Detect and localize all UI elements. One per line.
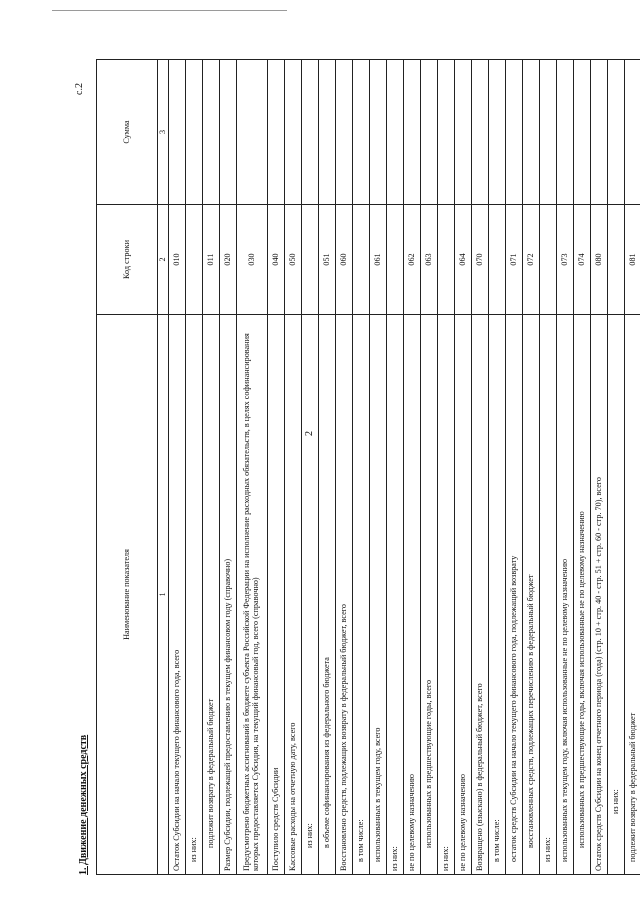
header-sum: Сумма [97, 60, 158, 205]
table-row [421, 60, 438, 875]
table-row [353, 60, 370, 875]
table-row [319, 60, 336, 875]
row-sum [353, 60, 370, 205]
row-sum [169, 60, 186, 205]
row-code [489, 205, 506, 315]
row-sum [574, 60, 591, 205]
row-code: 081 [625, 205, 640, 315]
table-row [387, 60, 404, 875]
table-row [438, 60, 455, 875]
row-name: Возвращено (взыскано) в федеральный бюджет, всего [472, 315, 489, 875]
row-sum [506, 60, 523, 205]
row-code: 080 [591, 205, 608, 315]
column-number-row [158, 60, 169, 875]
row-sum [387, 60, 404, 205]
row-code [302, 205, 319, 315]
table-row [404, 60, 421, 875]
row-name: Поступило средств Субсидии [268, 315, 285, 875]
row-sum [285, 60, 302, 205]
row-code: 010 [169, 205, 186, 315]
table-body [169, 60, 640, 875]
row-code: 073 [557, 205, 574, 315]
row-code: 070 [472, 205, 489, 315]
rotated-sheet [60, 55, 637, 875]
section-title: 1. Движение денежных средств [78, 734, 89, 875]
row-name: не по целевому назначению [404, 315, 421, 875]
table-row [370, 60, 387, 875]
row-code: 064 [455, 205, 472, 315]
column-number: 2 [158, 205, 169, 315]
row-sum [370, 60, 387, 205]
row-sum [540, 60, 557, 205]
row-code [353, 205, 370, 315]
row-name: использованных в предшествующие годы, всего [421, 315, 438, 875]
row-code: 061 [370, 205, 387, 315]
row-sum [489, 60, 506, 205]
row-code: 071 [506, 205, 523, 315]
row-name: в том числе: [353, 315, 370, 875]
row-name: восстановленных средств, подлежащих перечислению в федеральный бюджет [523, 315, 540, 875]
row-sum [591, 60, 608, 205]
row-sum [319, 60, 336, 205]
table-row [268, 60, 285, 875]
table-row [455, 60, 472, 875]
row-code: 040 [268, 205, 285, 315]
row-sum [404, 60, 421, 205]
table-row [523, 60, 540, 875]
row-name: из них: [186, 315, 203, 875]
table-row [472, 60, 489, 875]
row-sum [557, 60, 574, 205]
table-row [169, 60, 186, 875]
row-name: Размер Субсидии, подлежащей предоставлению в текущем финансовом году (справочно) [220, 315, 237, 875]
row-name: Восстановлено средств, подлежащих возврату в федеральный бюджет, всего [336, 315, 353, 875]
row-name: подлежит возврату в федеральный бюджет [625, 315, 640, 875]
row-sum [608, 60, 625, 205]
table-row [591, 60, 608, 875]
row-sum [268, 60, 285, 205]
row-name: из них: [302, 315, 319, 875]
header-row [97, 60, 158, 875]
row-sum [455, 60, 472, 205]
table-row [506, 60, 523, 875]
row-name: остаток средств Субсидии на начало текущего финансового года, подлежащий возврату [506, 315, 523, 875]
column-number: 3 [158, 60, 169, 205]
row-code: 072 [523, 205, 540, 315]
page-tag: с.2 [74, 83, 85, 95]
row-name: Предусмотрено бюджетных ассигнований в бюджете субъекта Российской Федерации на исполнение расходных обязательств, в целях софинансирования которых предоставляется Субсидия, на текущий финансовый год, всего (справочно) [237, 315, 268, 875]
row-name: использованных в текущем году, всего [370, 315, 387, 875]
row-code [186, 205, 203, 315]
table-row [574, 60, 591, 875]
row-name: подлежит возврату в федеральный бюджет [203, 315, 220, 875]
row-sum [421, 60, 438, 205]
row-sum [203, 60, 220, 205]
header-code: Код строки [97, 205, 158, 315]
table-row [540, 60, 557, 875]
row-name: из них: [387, 315, 404, 875]
row-sum [472, 60, 489, 205]
row-name: в том числе: [489, 315, 506, 875]
row-sum [302, 60, 319, 205]
table-row [302, 60, 319, 875]
table-row [608, 60, 625, 875]
row-code: 050 [285, 205, 302, 315]
row-name: из них: [608, 315, 625, 875]
table-row [186, 60, 203, 875]
table-row [203, 60, 220, 875]
row-name: в объеме софинансирования из федерального бюджета [319, 315, 336, 875]
header-name: Наименование показателя [97, 315, 158, 875]
table-row [489, 60, 506, 875]
row-code [608, 205, 625, 315]
row-sum [220, 60, 237, 205]
table-row [336, 60, 353, 875]
row-code: 060 [336, 205, 353, 315]
row-name: Кассовые расходы на отчетную дату, всего [285, 315, 302, 875]
cash-flow-table [96, 59, 640, 875]
row-code: 051 [319, 205, 336, 315]
row-code [540, 205, 557, 315]
row-sum [438, 60, 455, 205]
table-row [220, 60, 237, 875]
row-name: не по целевому назначению [455, 315, 472, 875]
row-sum [336, 60, 353, 205]
row-name: Остаток Субсидии на начало текущего финансового года, всего [169, 315, 186, 875]
row-code [438, 205, 455, 315]
row-sum [186, 60, 203, 205]
row-code: 011 [203, 205, 220, 315]
row-code: 030 [237, 205, 268, 315]
top-rule [52, 10, 287, 11]
row-sum [625, 60, 640, 205]
table-row [285, 60, 302, 875]
row-sum [523, 60, 540, 205]
table-row [557, 60, 574, 875]
row-code: 020 [220, 205, 237, 315]
column-number: 1 [158, 315, 169, 875]
row-code: 063 [421, 205, 438, 315]
row-name: использованных в предшествующие годы, включая использованные не по целевому назначению [574, 315, 591, 875]
row-name: из них: [438, 315, 455, 875]
row-code: 062 [404, 205, 421, 315]
row-name: из них: [540, 315, 557, 875]
row-code [387, 205, 404, 315]
row-sum [237, 60, 268, 205]
page-number: 2 [304, 431, 315, 436]
table-row [625, 60, 640, 875]
table-row [237, 60, 268, 875]
row-code: 074 [574, 205, 591, 315]
row-name: использованных в текущем году, включая использованные не по целевому назначению [557, 315, 574, 875]
row-name: Остаток средств Субсидии на конец отчетного периода (года) (стр. 10 + стр. 40 - стр. 51 + стр. 60 - стр. 70), всего [591, 315, 608, 875]
